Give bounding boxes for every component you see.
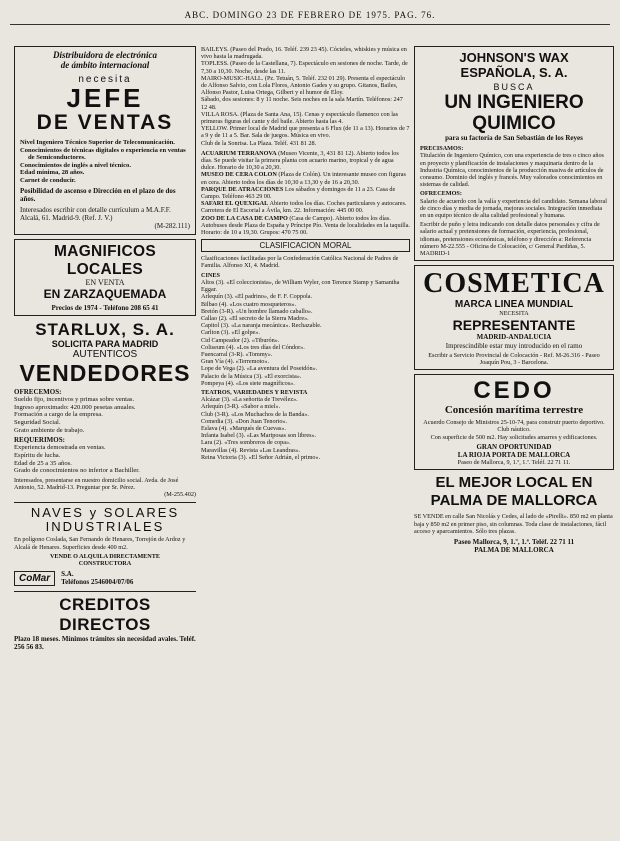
list-item: Espíritu de lucha. <box>14 451 61 459</box>
film-item: Lope de Vega (2). «La aventura del Poseidón». <box>201 365 318 373</box>
listing-text: (Museo Vicente, 3, 431 81 12). Abierto todos los días. Se puede visitar la primera planta con acuario marino, tropical y de agua dulce. Horario de 10,30 a 20,30. <box>201 149 399 172</box>
section-heading: OFRECEMOS: <box>420 190 462 198</box>
ad-body-2: Con superficie de 500 m2. Hay solicitudes amarres y edificaciones. <box>430 433 598 441</box>
ad-starlux <box>14 320 196 498</box>
play-item: Maravillas (4). Revista «Las Leandras». <box>201 446 301 454</box>
ad-big-title-2: QUIMICO <box>472 113 556 134</box>
ad-contact: Interesados, presentarse en nuestro domicilio social. Avda. de José Antonio, 52. Madrid-13. Preguntar por Sr. Pérez. <box>14 476 179 491</box>
listing: VILLA ROSA. (Plaza de Santa Ana, 15). Cenas y espectáculo flamenco con las primeras figuras del cante y del baile. Abierto hasta las 4. <box>201 110 399 126</box>
listing: MAIRO-MUSIC-HALL. (Pz. Tetuán, 5. Teléf. 232 01 29). Presenta el espectáculo de Alfonso Salvio, con Lola Flores, Antonio Gades y su grupo. Gitanos, Bailes, Alfonso Pastor, Luisa Ortega, Gilbert y el humor de Eloy. <box>201 74 406 97</box>
ad-necesita: NECESITA <box>499 310 529 318</box>
ad-mallorca <box>414 474 614 554</box>
attractions-list <box>201 150 410 236</box>
list-item: Nivel Ingeniero Técnico Superior de Telecomunicación. <box>20 139 175 146</box>
list-item: Sueldo fijo, incentivos y primas sobre ventas. <box>14 396 135 404</box>
ad-sa: S.A. <box>61 570 74 579</box>
ad-cedo <box>414 374 614 470</box>
ad-note: Posibilidad de ascenso e Dirección en el plazo de dos años. <box>20 186 176 203</box>
ad-big-title: REPRESENTANTE <box>452 317 576 334</box>
play-item: Comedia (3). «Don Juan Tenorio». <box>201 417 288 425</box>
play-item: Alcázar (3). «La señorita de Trevélez». <box>201 396 298 404</box>
ad-naves <box>14 506 196 586</box>
ad-title: JOHNSON'S WAX <box>459 50 569 65</box>
ad-line: GRAN OPORTUNIDAD <box>476 442 552 451</box>
play-item: Eslava (4). «Marqués de Cuevas». <box>201 424 286 432</box>
listing: TOPLESS. (Paseo de la Castellana, 7). Espectáculo en sesiones de noche. Tarde, de 7,30 a 10,30. Noche, desde las 11. <box>201 60 408 75</box>
list-item: Conocimientos de técnicas digitales o experiencia en ventas de Semiconductores. <box>20 146 186 162</box>
ad-title: CREDITOS DIRECTOS <box>59 594 151 634</box>
ad-title-2: PALMA DE MALLORCA <box>430 492 598 510</box>
play-item: Reina Victoria (3). «El Señor Adrián, el primo». <box>201 453 321 461</box>
film-item: Arlequín (3). «El padrino», de F. F. Coppola. <box>201 293 313 301</box>
ad-title: MAGNIFICOS LOCALES <box>53 242 157 278</box>
ad-subtitle: de ámbito internacional <box>60 60 150 70</box>
section-intro: Clasificaciones facilitadas por la Confederación Católica Nacional de Padres de Familia. Alfonso XI, 4. Madrid. <box>201 255 399 270</box>
ad-jefe: JEFE <box>66 83 144 113</box>
ad-body: En polígono Coslada, San Fernando de Henares, Torrejón de Ardoz y Alcalá de Henares. Superficies desde 400 m2. <box>14 536 186 551</box>
ad-phone: (M-282.111) <box>154 222 190 231</box>
ad-place: PALMA DE MALLORCA <box>474 546 554 555</box>
ad-title: NAVES y SOLARES <box>30 505 180 521</box>
section-heading: OFRECEMOS: <box>14 387 62 396</box>
play-item: Infanta Isabel (3). «Las Mariposas son libres». <box>201 432 317 440</box>
column-left <box>14 46 196 655</box>
column-right <box>414 46 614 559</box>
section-heading-cines: CINES <box>201 271 220 279</box>
ad-cosmetica <box>414 265 614 370</box>
list-item: Edad de 25 a 35 años. <box>14 459 72 467</box>
film-item: Palacio de la Música (3). «El exorcista». <box>201 372 302 380</box>
film-item: Capitol (3). «La naranja mecánica». Rechazable. <box>201 322 322 330</box>
ad-title: EL MEJOR LOCAL EN <box>435 474 593 492</box>
play-item: Arlequín (3-R). «Sabor a miel». <box>201 403 281 411</box>
ad-busca: BUSCA <box>493 82 535 92</box>
divider <box>14 502 196 503</box>
ad-region: MADRID-ANDALUCIA <box>476 333 552 342</box>
listing: Club de la Sonrisa. La Plaza. Teléf. 431 81 28. <box>201 139 317 147</box>
list-item: Carnet de conducir. <box>20 176 76 184</box>
film-item: Callao (2). «El secreto de la Sierra Madre». <box>201 314 309 322</box>
listing-title: PARQUE DE ATRACCIONES <box>201 185 284 193</box>
listing-title: ZOO DE LA CASA DE CAMPO <box>201 214 288 222</box>
ad-title: CEDO <box>473 377 555 405</box>
ad-electronics <box>14 46 196 235</box>
ad-necesita: necesita <box>78 74 132 85</box>
film-item: Coliseum (4). «Los tres días del Cóndor». <box>201 343 305 351</box>
comar-logo: CoMar <box>14 571 55 586</box>
film-item: Fuencarral (3-R). «Tommy». <box>201 350 273 358</box>
list-item: Grado de conocimientos no inferior a Bachiller. <box>14 467 140 475</box>
list-item: Conocimientos de inglés a nivel técnico. <box>20 161 131 169</box>
ad-phone: Teléfonos 2546004/07/06 <box>61 578 134 587</box>
film-item: Gran Vía (4). «Terremoto». <box>201 358 270 366</box>
list-item: Formación a cargo de la empresa. <box>14 411 103 419</box>
listing: Sábado, dos sesiones: 8 y 11 noche. Seis noches en la sala Martín. Teléfonos: 247 12 48. <box>201 96 403 111</box>
ad-phone: (M-255.402) <box>164 491 196 499</box>
page-header: ABC. DOMINGO 23 DE FEBRERO DE 1975. PAG. 76. <box>184 10 436 20</box>
listing-title: MUSEO DE CERA COLON <box>201 171 277 179</box>
ad-body: SE VENDE en calle San Nicolás y Cedes, al lado de «Pirelli». 850 m2 en planta baja y 850 m2 en primer piso, sin columnas. Toda clase de instalaciones, fácil acceso y aparcamientos. Sólo tres plazas. <box>414 513 613 535</box>
film-item: Carlton (3). «El golpe». <box>201 329 260 337</box>
list-item: Edad mínima, 28 años. <box>20 169 85 177</box>
divider <box>14 591 196 592</box>
ad-line-2: CONSTRUCTORA <box>78 559 132 567</box>
section-heading: PRECISAMOS: <box>420 145 464 153</box>
film-item: Bilbao (4). «Los cuatro mosqueteros». <box>201 300 297 308</box>
ad-title: Distribuidora de electrónica <box>53 50 157 60</box>
section-heading-teatros: TEATROS, VARIEDADES Y REVISTA <box>201 388 308 396</box>
listing-text: (Casa de Campo). Abierto todos los días. Autobuses desde Plaza de España y Príncipe Pío. Venta de localidades en la taquilla. Horario: de 10 a 19,30. Grupos: 470 75 00. <box>201 214 410 237</box>
ad-body: Plazo 18 meses. Mínimos trámites sin necesidad avales. Teléf. 256 56 83. <box>14 634 196 651</box>
ad-johnsons <box>414 46 614 261</box>
ad-title-2: INDUSTRIALES <box>45 519 165 535</box>
film-item: Altos (3). «El coleccionista», de William Wyler, con Terence Stamp y Samantha Eggar. <box>201 278 400 294</box>
section-heading: REQUERIMOS: <box>14 436 65 445</box>
column-middle <box>201 46 410 461</box>
listing-text: Los sábados y domingos de 11 a 23. Casa de Campo. Teléfono 463 29 00. <box>201 185 396 201</box>
listing: YELLOW. Primer local de Madrid que presenta a 6 Flux (de 11 a 13). Horarios de 7 a 9 y de 11 a 5. Bar. Sala de juegos. Música en vivo. <box>201 125 410 140</box>
ad-subtitle: EN VENTA <box>85 277 125 287</box>
listing-text: Abierto todos los días. Coches particulares y autocares. Carretera de El Escorial a Ávila, km. 22. Información: 445 00 00. <box>201 200 407 215</box>
list-item: Ingreso aproximado: 420.000 pesetas anuales. <box>14 403 136 411</box>
ad-title: STARLUX, S. A. <box>35 319 175 339</box>
ad-body: Titulación de Ingeniero Químico, con una experiencia de tres o cinco años en proyecto y planificación de instalaciones y maquinaria dentro de la Industria Química, conocimientos de la producción masiva de artículos de consumo. Dominio del inglés y francés. Muy valorados conocimientos en sistemas de calidad. <box>420 152 604 189</box>
ad-body: Imprescindible estar muy introducido en el ramo <box>445 341 583 350</box>
ad-contact: Escribir a Servicio Provincial de Colocación - Ref. M-26.316 - Paseo Joaquín Pou, 3 - Barcelona. <box>428 351 600 367</box>
ad-contact: Paseo de Mallorca, 9, 1.º, 1.ª. Teléf. 22 71 11. <box>457 459 571 467</box>
ad-contact: Interesados escribir con detalle currículum a M.A.F.F. Alcalá, 61. Madrid-9. (Ref. J. V.) <box>20 205 171 223</box>
ad-subtitle: SOLICITA PARA MADRID <box>51 338 159 349</box>
list-item: Grato ambiente de trabajo. <box>14 426 85 434</box>
ad-creditos <box>14 595 196 651</box>
play-item: Lara (2). «Tres sombreros de copa». <box>201 439 291 447</box>
ad-big-title: VENDEDORES <box>19 359 191 386</box>
play-item: Club (3-R). «Los Muchachos de la Banda». <box>201 410 309 418</box>
film-item: Bretón (3-R). «Un hombre llamado caballo». <box>201 307 313 315</box>
ad-requirements <box>20 139 190 231</box>
ad-subtitle: Concesión marítima terrestre <box>444 404 584 417</box>
listing-title: SAFARI EL QUEXIGAL <box>201 200 269 208</box>
ad-phone: Precios de 1974 - Teléfono 208 65 41 <box>51 303 159 312</box>
listing-title: ACUARIUM TERRANOVA <box>201 149 277 157</box>
ad-location: EN ZARZAQUEMADA <box>43 286 167 301</box>
list-item: Seguridad Social. <box>14 418 61 426</box>
ad-subtitle-2: AUTENTICOS <box>72 348 138 360</box>
ad-title-2: ESPAÑOLA, S. A. <box>460 65 568 80</box>
ad-contact: Paseo Mallorca, 9, 1.º, 1.ª. Teléf. 22 71 11 <box>453 538 575 547</box>
ad-contact: Escribir de puño y letra indicando con detalle datos personales y cifra de salario actual y pretensiones de formación, experiencia, profesional, idiomas, pretensiones económicas, teléfono y dirección a: Referencia número M-22.555 - Oficina de Colocación, c/ General Pardiñas, 5. MADRID-1 <box>420 221 600 258</box>
ad-big-title: UN INGENIERO <box>444 92 584 113</box>
ad-line: VENDE O ALQUILA DIRECTAMENTE <box>49 552 161 560</box>
ad-marca: MARCA LINEA MUNDIAL <box>454 299 574 311</box>
ad-title: COSMETICA <box>423 268 605 300</box>
listing-text: (Plaza de Colón). Un interesante museo con figuras en cera. Abierto todos los días de 10,30 a 13,30 y de 16 a 20,30. <box>201 171 406 186</box>
section-title-clasificacion: CLASIFICACION MORAL <box>201 239 410 252</box>
header-rule <box>10 24 610 25</box>
ad-de-ventas: DE VENTAS <box>36 111 174 134</box>
ad-body: Acuerdo Consejo de Ministros 25-10-74, para construir puerto deportivo. Club náutico. <box>423 419 605 434</box>
ad-logo-row <box>14 570 196 586</box>
ad-place: LA RIOJA PORTA DE MALLORCA <box>457 451 571 460</box>
list-item: Experiencia demostrada en ventas. <box>14 444 106 452</box>
film-item: Pompeya (4). «Los siete magníficos». <box>201 379 295 387</box>
listing: BAILEYS. (Paseo del Prado, 16. Teléf. 239 23 45). Cócteles, whiskies y música en vivo hasta la madrugada. <box>201 46 407 61</box>
ad-location: para su factoría de San Sebastián de los Reyes <box>445 134 583 142</box>
ad-locales <box>14 239 196 316</box>
ad-body-2: Salario de acuerdo con la valía y experiencia del candidato. Semana laboral de cinco días y media de jornada, mejoras sociales. Integración inmediata en un equipo técnico de alta calidad profesional y humana. <box>420 197 607 220</box>
film-item: Cid Campeador (2). «Tiburón». <box>201 336 280 344</box>
